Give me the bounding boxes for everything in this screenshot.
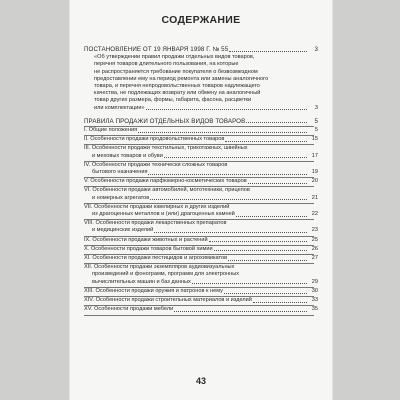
leader-dots <box>138 132 307 133</box>
toc-line <box>84 162 318 169</box>
toc-line <box>84 195 318 202</box>
toc-entry-postanovlenie[interactable] <box>84 46 318 53</box>
leader-dots <box>154 232 307 233</box>
desc-line: или комплектации» <box>94 104 145 111</box>
leader-dots <box>148 174 307 175</box>
toc-entry-label: VI. Особенности продажи автомобилей, мототехники, прицепов <box>84 187 250 194</box>
toc-entry[interactable] <box>84 255 318 264</box>
toc-line <box>84 279 318 286</box>
toc-page-number: 23 <box>311 227 318 234</box>
toc-entry-label: ПРАВИЛА ПРОДАЖИ ОТДЕЛЬНЫХ ВИДОВ ТОВАРОВ <box>84 117 246 125</box>
leader-dots <box>174 311 307 312</box>
toc-entry[interactable] <box>84 246 318 255</box>
toc-sections <box>84 127 318 315</box>
toc-page-number: 20 <box>311 178 318 185</box>
toc-page-number: 3 <box>314 104 318 111</box>
leader-dots <box>236 216 307 217</box>
toc-entry[interactable] <box>84 127 318 136</box>
toc-line <box>84 136 318 143</box>
toc-entry-rules[interactable] <box>84 118 318 125</box>
toc-entry-label: IX. Особенности продажи животных и растений <box>84 236 208 243</box>
leader-dots <box>214 250 307 251</box>
toc-line <box>84 246 318 253</box>
toc-page-number: 33 <box>311 297 318 304</box>
toc-entry[interactable] <box>84 237 318 246</box>
toc-line <box>84 255 318 262</box>
toc-line <box>84 127 318 134</box>
toc-entry-label: вычислительных машин и баз данных <box>92 278 191 285</box>
desc-line: перечня товаров длительного пользования, на которые <box>94 61 239 68</box>
toc-line <box>84 153 318 160</box>
toc-entry[interactable] <box>84 264 318 288</box>
toc-page-number: 30 <box>311 287 318 294</box>
toc-entry-label: V. Особенности продажи парфюмерно-косметических товаров <box>84 178 247 185</box>
toc-entry-label: VII. Особенности продажи ювелирных и других изделий <box>84 203 230 210</box>
toc-entry-label: VIII. Особенности продажи лекарственных препаратов <box>84 220 227 227</box>
toc-line <box>84 204 318 211</box>
leader-dots <box>209 241 307 242</box>
toc-page-number: 5 <box>314 127 318 134</box>
toc-entry-label: XI. Особенности продажи пестицидов и агрохимикатов <box>84 255 228 262</box>
toc-page-number: 22 <box>311 211 318 218</box>
toc-line <box>84 306 318 313</box>
toc-line <box>84 297 318 304</box>
desc-line: не распространяется требование покупателя о безвозмездном <box>94 68 258 75</box>
toc-line <box>84 178 318 185</box>
toc-page-number: 21 <box>311 194 318 201</box>
toc-entry[interactable] <box>84 204 318 220</box>
toc-entry[interactable] <box>84 162 318 178</box>
leader-dots <box>248 183 307 184</box>
desc-line: «Об утверждении правил продажи отдельных видов товаров, <box>94 54 255 61</box>
toc-page-number: 3 <box>314 46 318 53</box>
toc-entry-label: XIII. Особенности продажи оружия и патронов к нему <box>84 287 223 294</box>
leader-dots <box>150 199 307 200</box>
toc-entry-label: X. Особенности продажи товаров бытовой химии <box>84 245 213 252</box>
toc-line <box>84 227 318 234</box>
toc-page-number: 35 <box>311 306 318 313</box>
toc-page-number: 29 <box>311 278 318 285</box>
page-number: 43 <box>195 376 206 386</box>
toc-entry-label: и медицинских изделий <box>92 227 154 234</box>
toc-line <box>84 237 318 244</box>
toc-page-number: 17 <box>311 152 318 159</box>
desc-line: качества, не подлежащих возврату или обмену на аналогичный <box>94 90 261 97</box>
toc-entry[interactable] <box>84 145 318 161</box>
toc-entry-description <box>84 54 318 112</box>
toc-entry[interactable] <box>84 220 318 236</box>
toc-page-number: 27 <box>311 255 318 262</box>
toc-entry-label: XII. Особенности продажи экземпляров аудиовизуальных <box>84 264 235 271</box>
toc-entry-label: и меховых товаров и обуви <box>92 152 163 159</box>
leader-dots <box>164 157 307 158</box>
leader-dots <box>246 122 307 123</box>
toc-entry[interactable] <box>84 306 318 315</box>
toc-line <box>84 145 318 152</box>
divider <box>84 315 314 316</box>
toc-entry[interactable] <box>84 288 318 297</box>
toc-page-number: 19 <box>311 169 318 176</box>
toc-page-number: 26 <box>311 245 318 252</box>
toc-entry-label: III. Особенности продажи текстильных, трикотажных, швейных <box>84 145 248 152</box>
toc-entry-label: бытового назначения <box>92 169 148 176</box>
toc-entry-label: из драгоценных металлов и (или) драгоценных камней <box>92 211 235 218</box>
toc-entry-label: произведений и фонограмм, программ для электронных <box>92 271 240 278</box>
toc-entry-label: и номерных агрегатов <box>92 194 150 201</box>
toc-line <box>84 271 318 278</box>
toc-entry-label: IV. Особенности продажи технически сложных товаров <box>84 161 228 168</box>
book-page <box>70 0 332 400</box>
leader-dots <box>229 51 307 52</box>
toc-entry-label: II. Особенности продажи продовольственных товаров <box>84 136 225 143</box>
toc-line <box>84 187 318 194</box>
toc-entry-label: I. Общие положения <box>84 127 138 134</box>
leader-dots <box>253 302 307 303</box>
toc-entry-label: XV. Особенности продажи мебели <box>84 306 174 313</box>
toc-entry[interactable] <box>84 187 318 203</box>
leader-dots <box>228 260 307 261</box>
toc-line <box>84 211 318 218</box>
leader-dots <box>224 293 307 294</box>
desc-line: предоставлении ему на период ремонта или замены аналогичного <box>94 75 269 82</box>
leader-dots <box>192 283 307 284</box>
desc-line: товар других размера, формы, габарита, фасона, расцветки <box>94 97 252 104</box>
table-of-contents <box>84 46 318 316</box>
leader-dots <box>146 109 307 110</box>
desc-line: товара, и перечня непродовольственных товаров надлежащего <box>94 83 260 90</box>
leader-dots <box>225 141 307 142</box>
toc-entry-label: ПОСТАНОВЛЕНИЕ ОТ 19 ЯНВАРЯ 1998 Г. № 55 <box>84 46 229 53</box>
toc-entry-label: XIV. Особенности продажи строительных материалов и изделий <box>84 297 252 304</box>
toc-page-number: 5 <box>314 117 318 125</box>
toc-line <box>84 288 318 295</box>
toc-line <box>84 169 318 176</box>
toc-entry[interactable] <box>84 297 318 306</box>
toc-page-number: 25 <box>311 236 318 243</box>
desc-last-line <box>94 104 318 112</box>
toc-page-number: 15 <box>311 136 318 143</box>
page-title: СОДЕРЖАНИЕ <box>161 14 241 26</box>
